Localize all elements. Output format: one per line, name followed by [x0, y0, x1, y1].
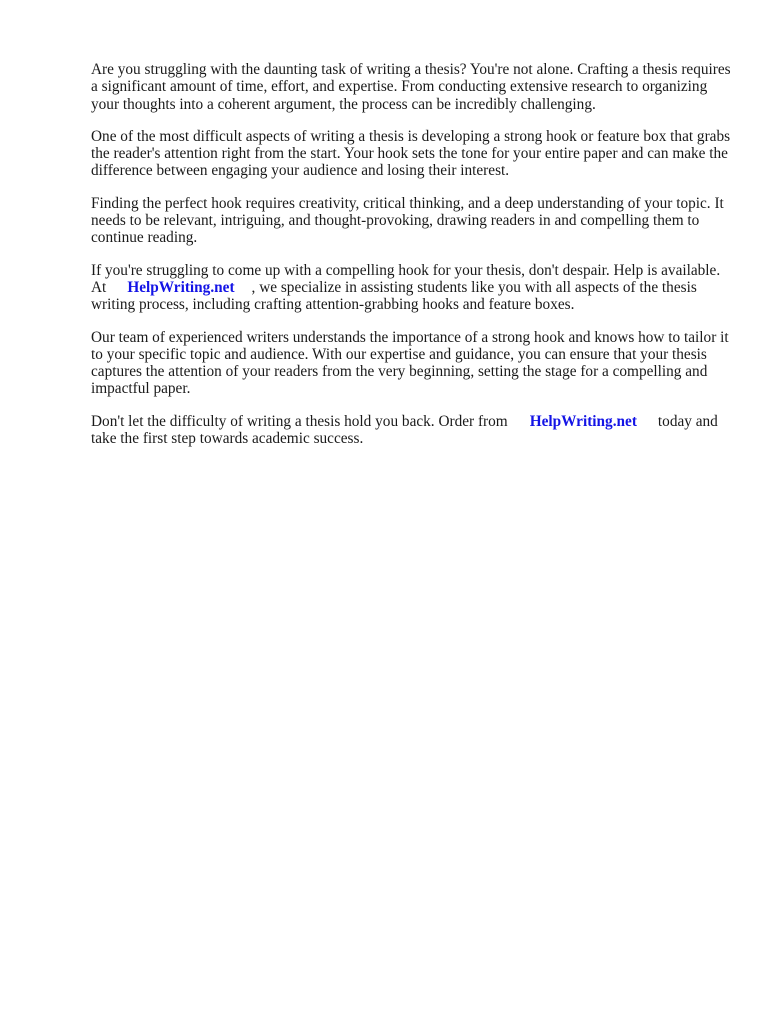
helpwriting-link[interactable]: HelpWriting.net: [127, 278, 235, 296]
paragraph-hook-difficulty: One of the most difficult aspects of writing a thesis is developing a strong hook or feature box that grabs the reader's attention right from the start. Your hook sets the tone for your entire paper and can make the difference between engaging your audience and losing their interest.: [91, 127, 731, 180]
document-body: [91, 61, 731, 462]
paragraph-finding-hook: Finding the perfect hook requires creativity, critical thinking, and a deep understanding of your topic. It needs to be relevant, intriguing, and thought-provoking, drawing readers in and compelling them to continue reading.: [91, 194, 724, 247]
paragraph-call-to-action: [91, 413, 731, 448]
paragraph-cta-text-before: Don't let the difficulty of writing a thesis hold you back. Order from: [91, 412, 508, 430]
paragraph-help-text-after: , we specialize in assisting students like you with all aspects of the thesis writing process, including crafting attention-grabbing hooks and feature boxes.: [91, 278, 697, 314]
paragraph-help-text-before: If you're struggling to come up with a compelling hook for your thesis, don't despair. Help is available. At: [91, 261, 721, 296]
paragraph-intro: Are you struggling with the daunting task of writing a thesis? You're not alone. Crafting a thesis requires a significant amount of time, effort, and expertise. From conducting extensive research to organizing your thoughts into a coherent argument, the process can be incredibly challenging.: [91, 61, 731, 113]
paragraph-cta-text-after: today and take the first step towards academic success.: [91, 412, 718, 448]
helpwriting-order-link[interactable]: HelpWriting.net: [529, 412, 637, 430]
paragraph-help-available: [91, 262, 731, 314]
paragraph-team: Our team of experienced writers understands the importance of a strong hook and knows how to tailor it to your specific topic and audience. With our expertise and guidance, you can ensure that your thesis captures the attention of your readers from the very beginning, setting the stage for a compelling and impactful paper.: [91, 328, 729, 398]
